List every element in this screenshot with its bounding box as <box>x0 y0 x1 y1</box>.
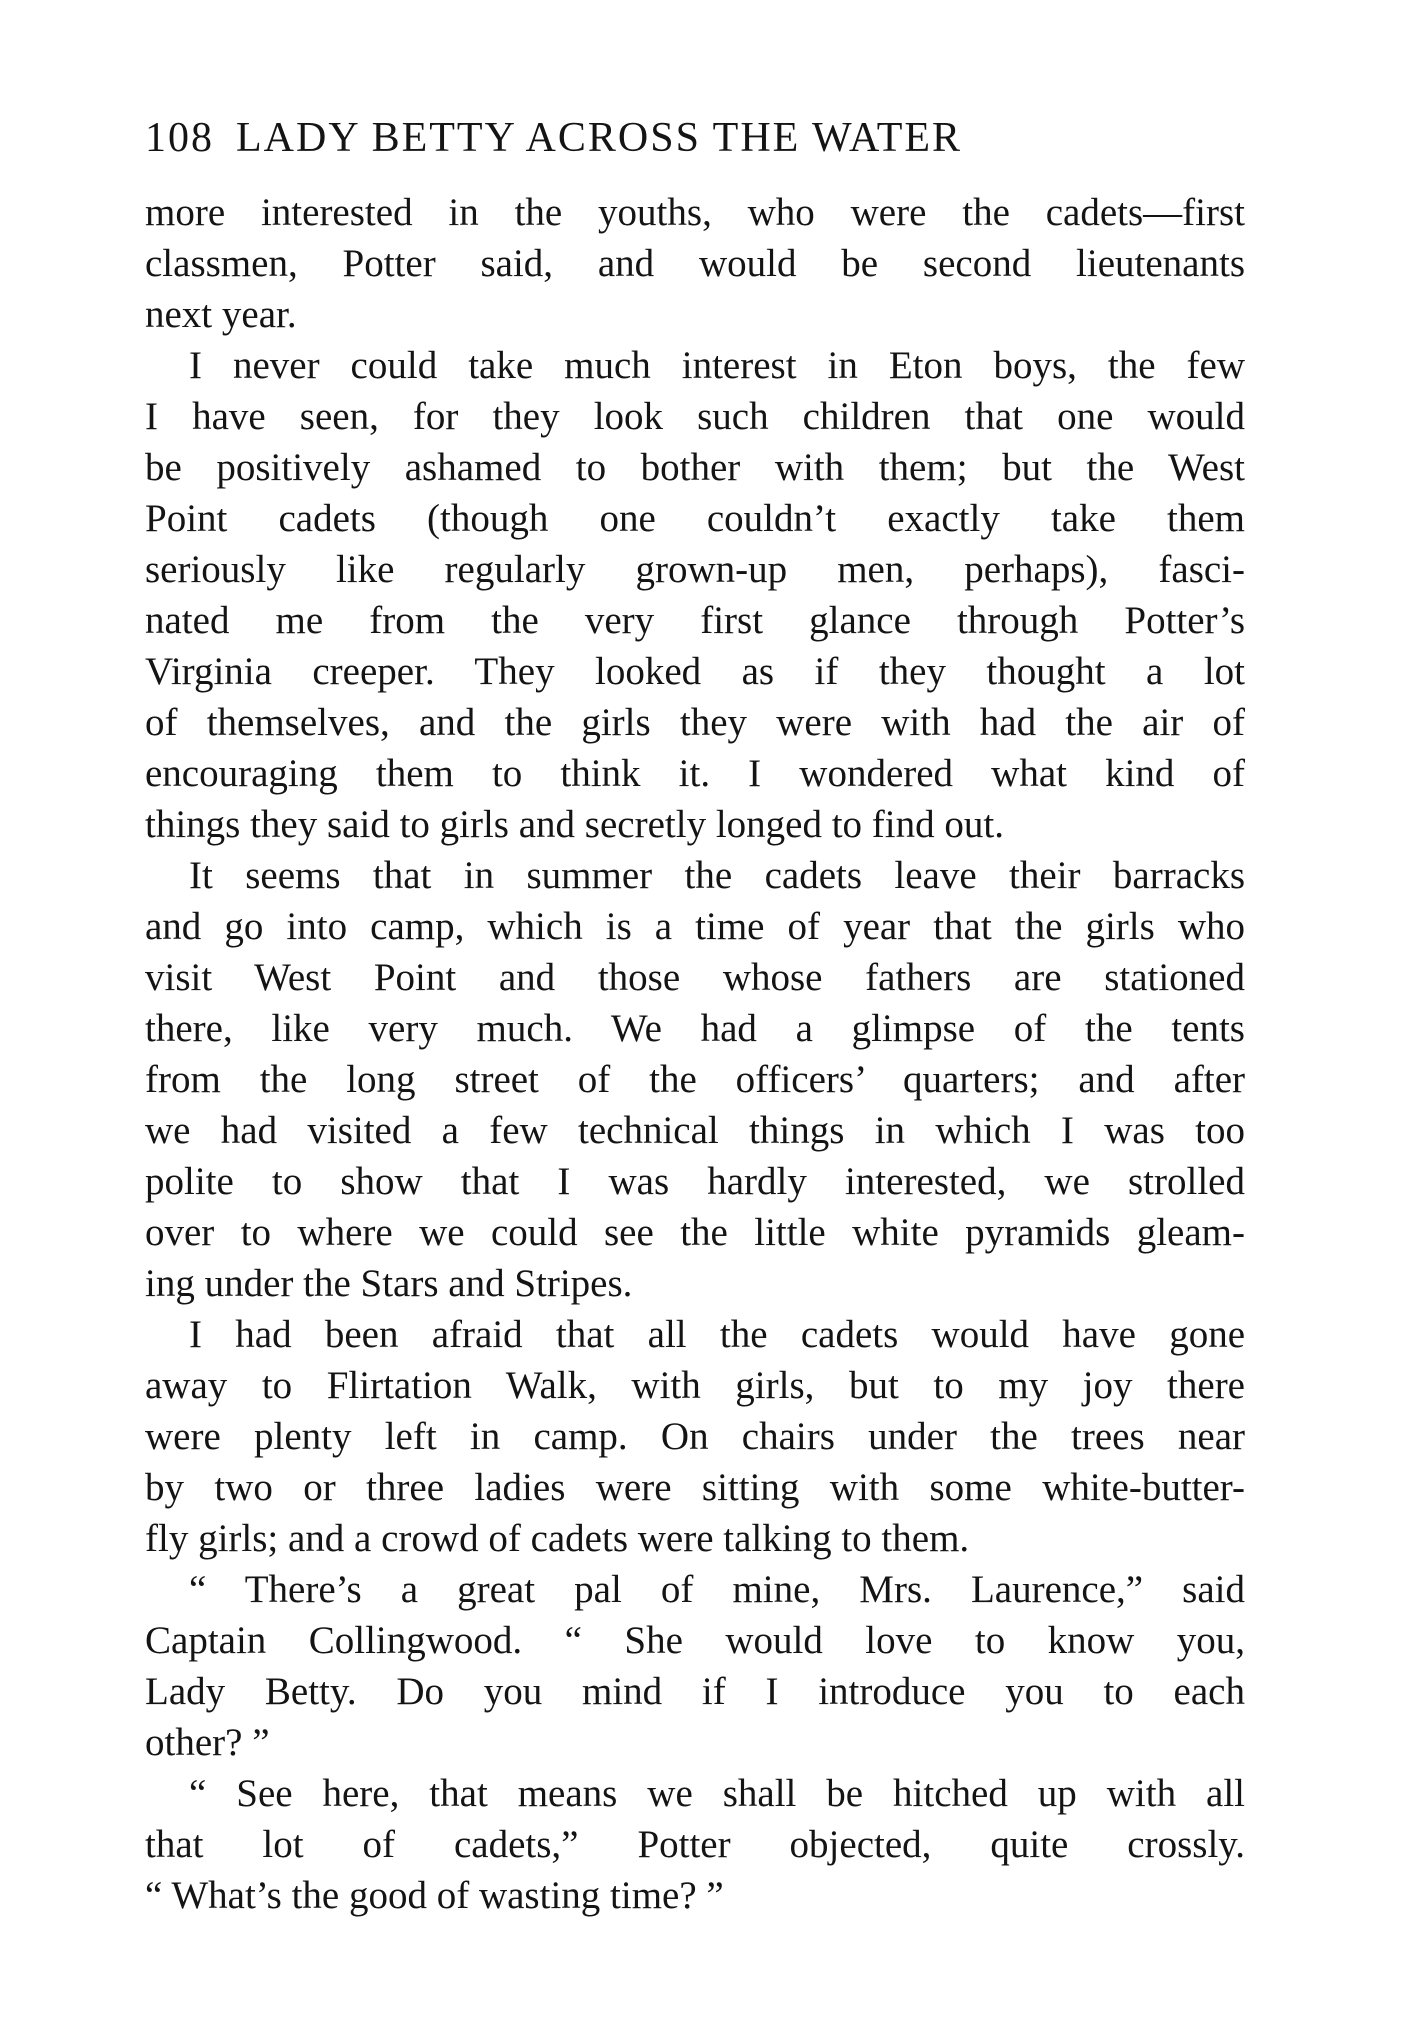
text-line: I have seen, for they look such children that one would <box>145 395 1245 438</box>
running-head <box>145 108 1245 168</box>
text-line: from the long street of the officers’ quarters; and after <box>145 1058 1245 1101</box>
text-line: away to Flirtation Walk, with girls, but to my joy there <box>145 1364 1245 1407</box>
text-line: “ What’s the good of wasting time? ” <box>145 1874 724 1917</box>
body-text <box>145 187 1245 1921</box>
text-line: fly girls; and a crowd of cadets were talking to them. <box>145 1517 970 1560</box>
text-line: be positively ashamed to bother with them; but the West <box>145 446 1245 489</box>
text-line: Virginia creeper. They looked as if they thought a lot <box>145 650 1245 693</box>
text-line: of themselves, and the girls they were with had the air of <box>145 701 1245 744</box>
text-line: I had been afraid that all the cadets would have gone <box>189 1313 1245 1356</box>
text-line: “ There’s a great pal of mine, Mrs. Laurence,” said <box>189 1568 1245 1611</box>
running-title: LADY BETTY ACROSS THE WATER <box>236 115 963 161</box>
text-line: and go into camp, which is a time of year that the girls who <box>145 905 1245 948</box>
text-line: classmen, Potter said, and would be second lieutenants <box>145 242 1245 285</box>
text-line: over to where we could see the little white pyramids gleam- <box>145 1211 1245 1254</box>
text-line: Lady Betty. Do you mind if I introduce you to each <box>145 1670 1245 1713</box>
text-line: polite to show that I was hardly interested, we strolled <box>145 1160 1245 1203</box>
text-line: things they said to girls and secretly longed to find out. <box>145 803 1004 846</box>
text-line: by two or three ladies were sitting with some white-butter- <box>145 1466 1245 1509</box>
text-line: there, like very much. We had a glimpse of the tents <box>145 1007 1245 1050</box>
text-line: Point cadets (though one couldn’t exactly take them <box>145 497 1245 540</box>
text-line: visit West Point and those whose fathers are stationed <box>145 956 1245 999</box>
page-number: 108 <box>145 115 214 161</box>
text-line: that lot of cadets,” Potter objected, quite crossly. <box>145 1823 1245 1866</box>
text-line: “ See here, that means we shall be hitched up with all <box>189 1772 1245 1815</box>
text-line: It seems that in summer the cadets leave their barracks <box>189 854 1245 897</box>
text-line: other? ” <box>145 1721 270 1764</box>
text-line: we had visited a few technical things in which I was too <box>145 1109 1245 1152</box>
text-line: more interested in the youths, who were the cadets—first <box>145 191 1245 234</box>
text-line: were plenty left in camp. On chairs under the trees near <box>145 1415 1245 1458</box>
text-line: encouraging them to think it. I wondered what kind of <box>145 752 1245 795</box>
text-line: nated me from the very first glance through Potter’s <box>145 599 1245 642</box>
text-line: ing under the Stars and Stripes. <box>145 1262 633 1305</box>
text-line: seriously like regularly grown-up men, perhaps), fasci- <box>145 548 1245 591</box>
text-line: next year. <box>145 293 297 336</box>
text-line: Captain Collingwood. “ She would love to know you, <box>145 1619 1245 1662</box>
text-line: I never could take much interest in Eton boys, the few <box>189 344 1245 387</box>
